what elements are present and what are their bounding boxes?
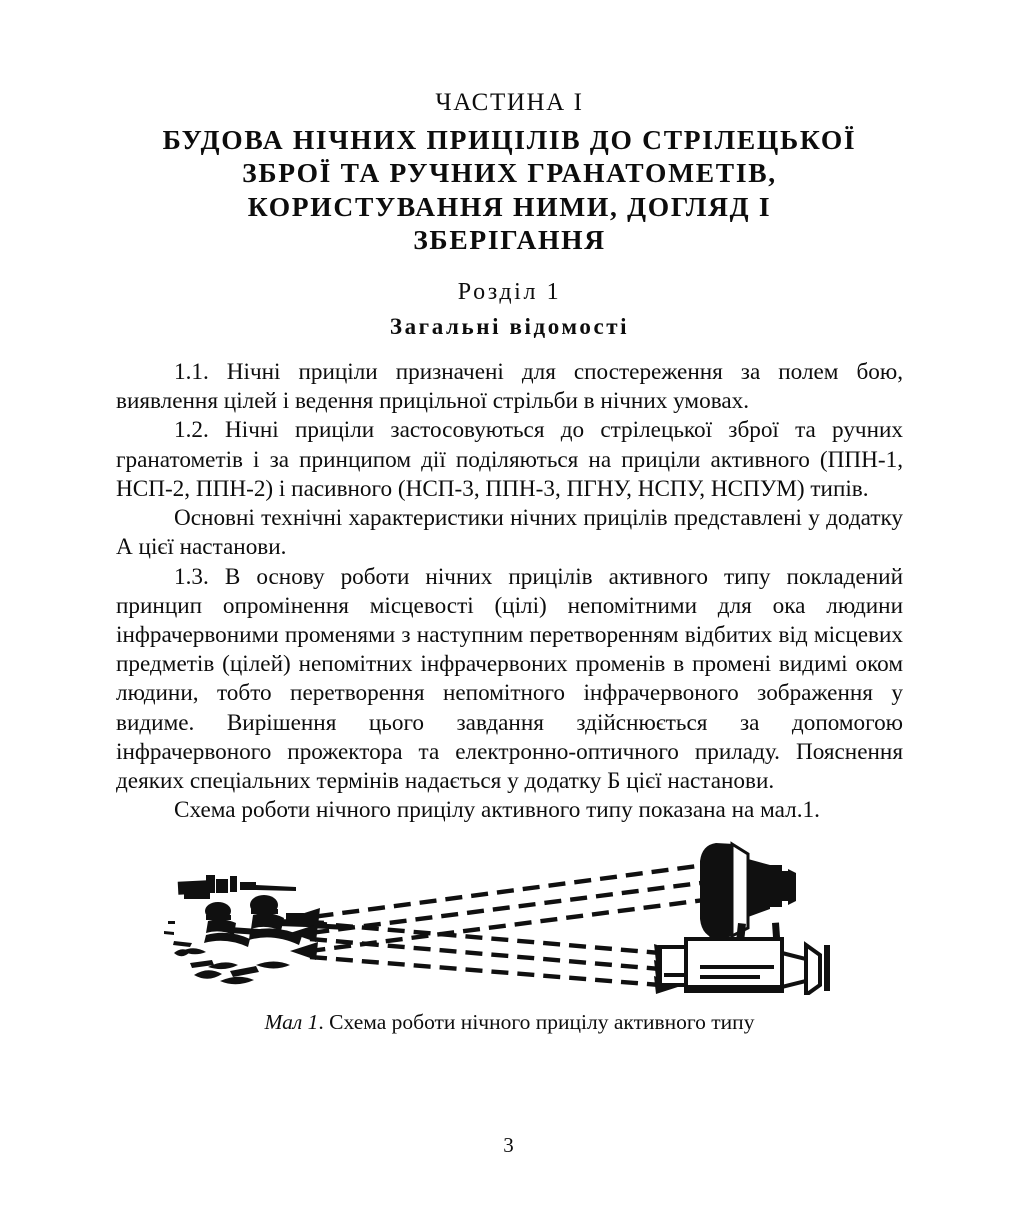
title-line-4: ЗБЕРІГАННЯ [413, 224, 606, 256]
part-label: ЧАСТИНА I [435, 89, 584, 116]
figure-1 [116, 835, 903, 995]
chapter-number: Розділ 1 [457, 278, 562, 305]
figure-label: Мал 1 [264, 1010, 319, 1035]
body-text [116, 358, 903, 825]
paragraph-1-1: 1.1. Нічні приціли призначені для спостереження за полем бою, виявлення цілей і ведення прицільної стрільби в нічних умовах. [116, 359, 903, 415]
page-content [116, 0, 903, 1036]
title-line-3: КОРИСТУВАННЯ НИМИ, ДОГЛЯД І [247, 190, 772, 222]
title-line-1: БУДОВА НІЧНИХ ПРИЦІЛІВ ДО СТРІЛЕЦЬКОЇ [162, 123, 857, 155]
soldier-figure-front [249, 895, 340, 945]
page-title [116, 123, 903, 257]
night-sight-device [660, 939, 830, 995]
reflected-ir-rays [310, 923, 660, 985]
paragraph-1-2: 1.2. Нічні приціли застосовуються до стрілецької зброї та ручних гранатометів і за принципом дії поділяються на приціли активного (ППН-1, НСП-2, ППН-2) і пасивного (НСП-3, ППН-3, ПГНУ, НСПУ, НСПУМ) типів. [116, 417, 903, 502]
title-line-2: ЗБРОЇ ТА РУЧНИХ ГРАНАТОМЕТІВ, [242, 157, 777, 189]
page-number: 3 [503, 1133, 514, 1157]
chapter-title: Загальні відомості [389, 314, 630, 340]
scheme-illustration [160, 835, 860, 995]
figure-caption-text: . Схема роботи нічного прицілу активного типу [318, 1010, 755, 1035]
paragraph-specs-reference: Основні технічні характеристики нічних прицілів представлені у додатку А цієї настанови. [116, 505, 903, 561]
paragraph-figure-reference: Схема роботи нічного прицілу активного типу показана на мал.1. [174, 797, 820, 824]
outgoing-ir-rays [310, 863, 720, 951]
paragraph-1-3: 1.3. В основу роботи нічних прицілів активного типу покладений принцип опромінення місцевості (цілі) непомітними для ока людини інфрачервоними променями з наступним перетворенням відбитих від місцевих предметів (цілей) непомітних інфрачервоних променів в промені видимі оком людини, тобто перетворення непомітного інфрачервоного зображення у видиме. Вирішення цього завдання здійснюється за допомогою інфрачервоного прожектора та електронно-оптичного приладу. Пояснення деяких спеціальних термінів надається у додатку Б цієї настанови. [116, 563, 903, 794]
buildings-silhouette [177, 875, 295, 899]
figure-caption [116, 1009, 903, 1036]
